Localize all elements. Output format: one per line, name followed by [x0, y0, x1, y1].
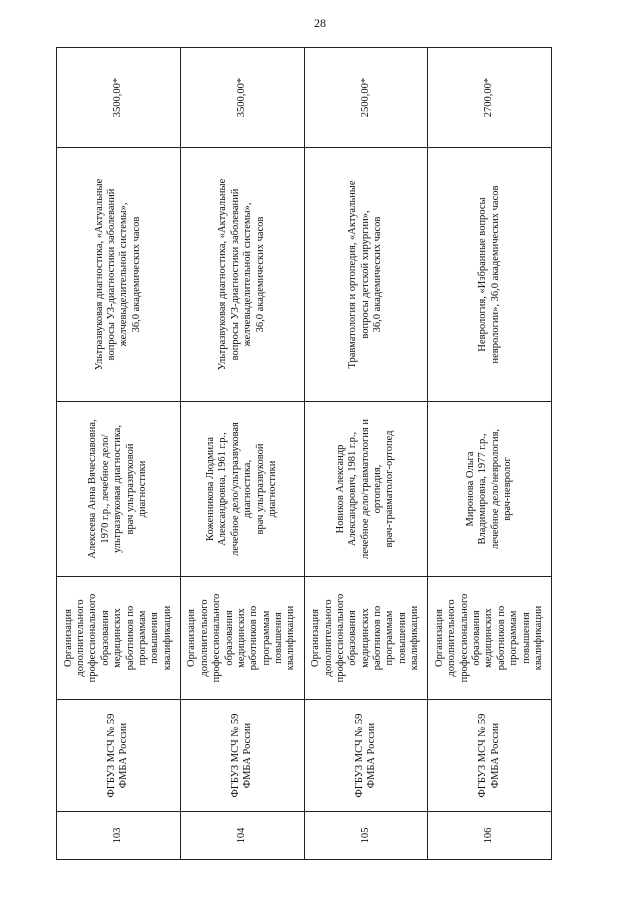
- program-type-line: дополнительного: [198, 599, 210, 677]
- teacher-line: врач-невролог: [502, 457, 513, 521]
- teacher-line: Новиков Александр: [334, 444, 346, 534]
- program-type-line: дополнительного: [75, 599, 87, 677]
- program-type-line: профессионального: [87, 593, 99, 683]
- course-line: Ультразвуковая диагностика, «Актуальные: [93, 178, 105, 371]
- program-type-line: Организация: [186, 609, 198, 667]
- teacher-line: врач ультразвуковой: [124, 443, 136, 535]
- course-line: Ультразвуковая диагностика, «Актуальные: [217, 178, 229, 371]
- course-cell: [304, 148, 428, 402]
- teacher-line: диагностика,: [242, 459, 254, 519]
- teacher-line: лечебное дело/травматология и: [359, 418, 371, 560]
- institution-line: ФГБУЗ МСЧ № 59: [229, 713, 241, 798]
- price-cell: 2500,00*: [304, 48, 428, 148]
- institution-cell: [304, 700, 428, 812]
- program-type-line: медицинских: [112, 608, 124, 668]
- program-type-cell: [57, 577, 181, 700]
- teacher-line: Александровна, 1961 г.р.,: [217, 432, 229, 546]
- teacher-line: врач-травматолог-ортопед: [384, 430, 396, 548]
- teacher-line: лечебное дело/ультразвуковая: [229, 422, 241, 556]
- program-type-line: Организация: [62, 609, 74, 667]
- program-type-line: квалификации: [532, 605, 544, 671]
- teacher-line: 1970 г.р., лечебное дело/: [99, 434, 111, 544]
- row-number: 103: [57, 812, 181, 860]
- program-type-line: образования: [223, 610, 235, 666]
- table-body: [57, 48, 552, 860]
- program-type-line: дополнительного: [322, 599, 334, 677]
- program-type-line: работников по: [372, 605, 384, 671]
- program-type-line: медицинских: [359, 608, 371, 668]
- program-type-line: профессионального: [211, 593, 223, 683]
- table-container: [56, 48, 552, 860]
- course-line: вопросы УЗ-диагностики заболеваний: [229, 188, 241, 361]
- table-row: [180, 48, 304, 860]
- program-type-line: повышения: [396, 612, 408, 664]
- program-type-line: образования: [99, 610, 111, 666]
- teacher-cell: [304, 402, 428, 577]
- table-row: [304, 48, 428, 860]
- program-type-cell: [180, 577, 304, 700]
- program-type-line: медицинских: [483, 608, 495, 668]
- program-type-cell: [428, 577, 552, 700]
- teacher-line: ультразвуковая диагностика,: [112, 425, 124, 553]
- program-type-line: квалификации: [285, 605, 297, 671]
- row-number: 104: [180, 812, 304, 860]
- row-number: 105: [304, 812, 428, 860]
- teacher-line: диагностики: [266, 460, 278, 518]
- program-type-line: повышения: [149, 612, 161, 664]
- program-type-line: программам: [508, 610, 520, 666]
- institution-line: ФГБУЗ МСЧ № 59: [477, 713, 489, 798]
- program-type-line: повышения: [520, 612, 532, 664]
- institution-line: ФМБА России: [242, 722, 254, 789]
- course-line: вопросы УЗ-диагностики заболеваний: [106, 188, 117, 361]
- teacher-line: диагностики: [136, 460, 148, 518]
- institution-line: ФМБА России: [118, 722, 130, 789]
- teacher-line: лечебное дело/неврология,: [489, 428, 501, 550]
- course-line: желчевыделительной системы»,: [118, 202, 130, 347]
- institution-cell: [180, 700, 304, 812]
- row-number: 106: [428, 812, 552, 860]
- price-cell: 3500,00*: [180, 48, 304, 148]
- teacher-cell: [180, 402, 304, 577]
- program-type-line: медицинских: [235, 608, 247, 668]
- institution-line: ФГБУЗ МСЧ № 59: [353, 713, 365, 798]
- course-table: [56, 47, 552, 860]
- course-cell: [180, 148, 304, 402]
- teacher-line: врач ультразвуковой: [254, 443, 266, 535]
- table-row: [428, 48, 552, 860]
- program-type-line: Организация: [433, 609, 445, 667]
- program-type-line: профессионального: [334, 593, 346, 683]
- price-cell: 3500,00*: [57, 48, 181, 148]
- teacher-cell: [428, 402, 552, 577]
- program-type-line: программам: [384, 610, 396, 666]
- program-type-line: программам: [136, 610, 148, 666]
- institution-cell: [428, 700, 552, 812]
- teacher-cell: [57, 402, 181, 577]
- institution-line: ФГБУЗ МСЧ № 59: [106, 713, 117, 798]
- program-type-line: Организация: [310, 609, 322, 667]
- course-line: Неврология, «Избранные вопросы: [477, 197, 489, 352]
- program-type-line: программам: [260, 610, 272, 666]
- teacher-line: Алексеева Анна Вячеславовна,: [87, 419, 99, 559]
- program-type-line: работников по: [248, 605, 260, 671]
- institution-cell: [57, 700, 181, 812]
- course-line: 36,0 академических часов: [130, 216, 142, 333]
- price-cell: 2700,00*: [428, 48, 552, 148]
- program-type-line: работников по: [495, 605, 507, 671]
- course-cell: [428, 148, 552, 402]
- course-line: желчевыделительной системы»,: [242, 202, 254, 347]
- course-line: 36,0 академических часов: [254, 216, 266, 333]
- program-type-line: квалификации: [161, 605, 173, 671]
- teacher-line: Владимировна, 1977 г.р.,: [477, 433, 489, 545]
- program-type-line: профессионального: [458, 593, 470, 683]
- program-type-line: дополнительного: [446, 599, 458, 677]
- table-row: [57, 48, 181, 860]
- program-type-line: квалификации: [409, 605, 421, 671]
- program-type-line: повышения: [273, 612, 285, 664]
- institution-line: ФМБА России: [489, 722, 501, 789]
- program-type-line: образования: [347, 610, 359, 666]
- course-line: вопросы детской хирургии»,: [359, 210, 371, 339]
- teacher-line: Коженникова Людмила: [205, 437, 216, 541]
- course-line: Травматология и ортопедия, «Актуальные: [347, 180, 359, 369]
- program-type-line: образования: [471, 610, 483, 666]
- teacher-line: Миронова Ольга: [464, 451, 476, 527]
- program-type-line: работников по: [124, 605, 136, 671]
- course-line: неврологии», 36,0 академических часов: [489, 185, 501, 364]
- teacher-line: Александрович, 1981 г.р.,: [347, 431, 359, 547]
- teacher-line: ортопедия,: [372, 464, 384, 514]
- rotated-table-frame: [56, 48, 552, 860]
- course-cell: [57, 148, 181, 402]
- institution-line: ФМБА России: [365, 722, 377, 789]
- course-line: 36,0 академических часов: [372, 216, 384, 333]
- program-type-cell: [304, 577, 428, 700]
- page-number: 28: [314, 16, 326, 30]
